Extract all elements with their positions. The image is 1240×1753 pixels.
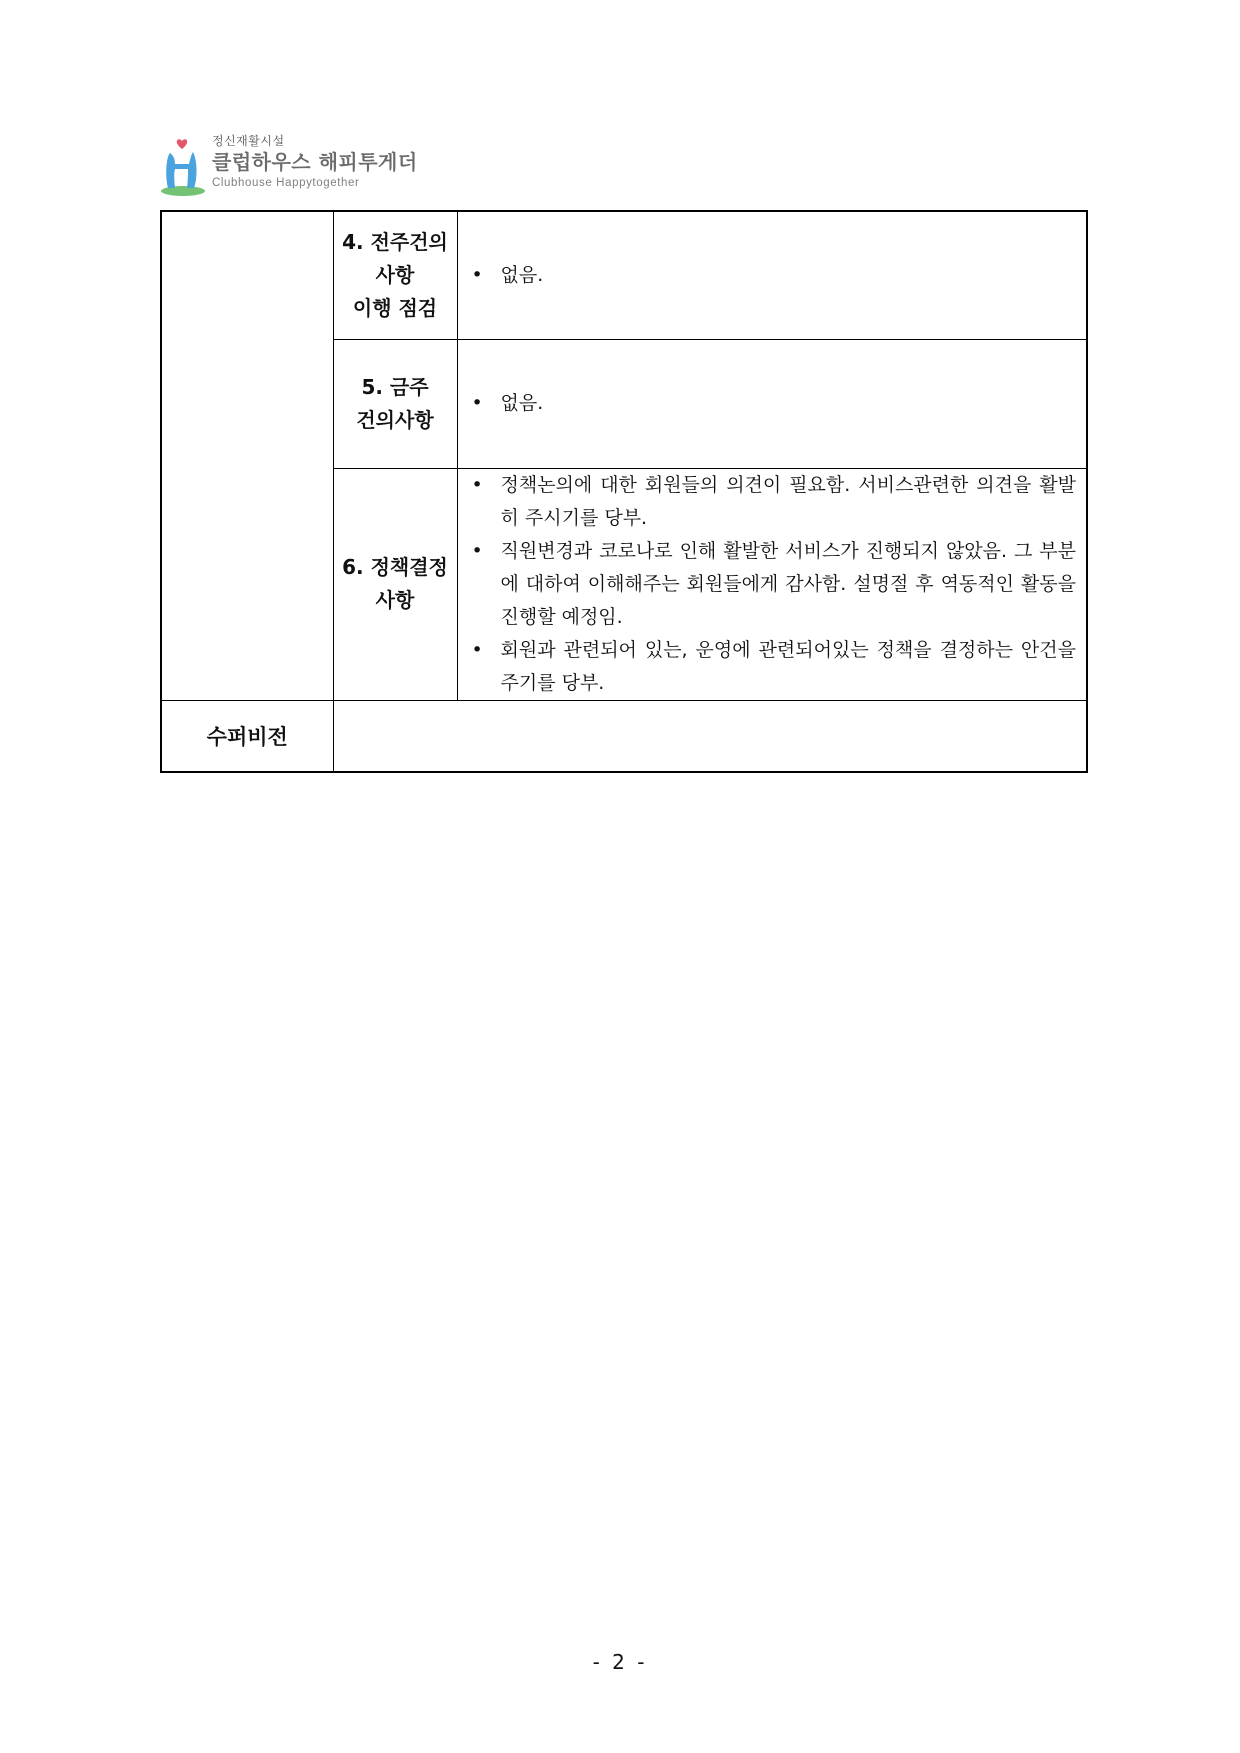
table-row — [161, 700, 1087, 772]
row-heading-this-week-suggestions — [333, 339, 457, 468]
list-item: • 직원변경과 코로나로 인해 활발한 서비스가 진행되지 않았음. 그 부분에 대하여 이해해주는 회원들에게 감사함. 설명절 후 역동적인 활동을 진행할 예정임. — [466, 535, 1077, 634]
bullet-list — [466, 469, 1077, 700]
table-row — [161, 211, 1087, 339]
heading-line: 4. 전주건의 — [342, 229, 448, 254]
bullet-list — [466, 387, 1077, 420]
heading-line: 6. 정책결정 — [342, 555, 448, 579]
row-content-previous-suggestions — [457, 211, 1087, 339]
list-item: • 없음. — [466, 259, 1077, 292]
clubhouse-h-logo-icon — [160, 133, 206, 197]
row-heading-policy-decisions — [333, 468, 457, 700]
supervision-label: 수퍼비전 — [161, 700, 333, 772]
row-content-policy-decisions — [457, 468, 1087, 700]
list-item: • 없음. — [466, 387, 1077, 420]
heading-line: 사항 — [375, 588, 415, 612]
page-number: - 2 - — [592, 1650, 648, 1674]
logo-english-name: Clubhouse Happytogether — [212, 177, 360, 189]
row-content-this-week-suggestions — [457, 339, 1087, 468]
meeting-minutes-table — [160, 210, 1088, 773]
left-merged-cell — [161, 211, 333, 700]
list-item: • 정책논의에 대한 회원들의 의견이 필요함. 서비스관련한 의견을 활발히 주시기를 당부. — [466, 469, 1077, 535]
bullet-list — [466, 259, 1077, 292]
heading-line: 건의사항 — [356, 407, 434, 432]
logo-subtitle: 정신재활시설 — [212, 134, 285, 148]
clubhouse-logo — [160, 133, 420, 197]
heading-line: 사항 — [375, 262, 415, 287]
heading-line: 5. 금주 — [361, 374, 429, 399]
logo-title: 클럽하우스 해피투게더 — [212, 150, 418, 174]
supervision-content — [333, 700, 1087, 772]
heading-line: 이행 점검 — [352, 295, 438, 320]
row-heading-previous-suggestions — [333, 211, 457, 339]
list-item: • 회원과 관련되어 있는, 운영에 관련되어있는 정책을 결정하는 안건을 주기를 당부. — [466, 634, 1077, 700]
logo-text-block — [212, 133, 418, 191]
